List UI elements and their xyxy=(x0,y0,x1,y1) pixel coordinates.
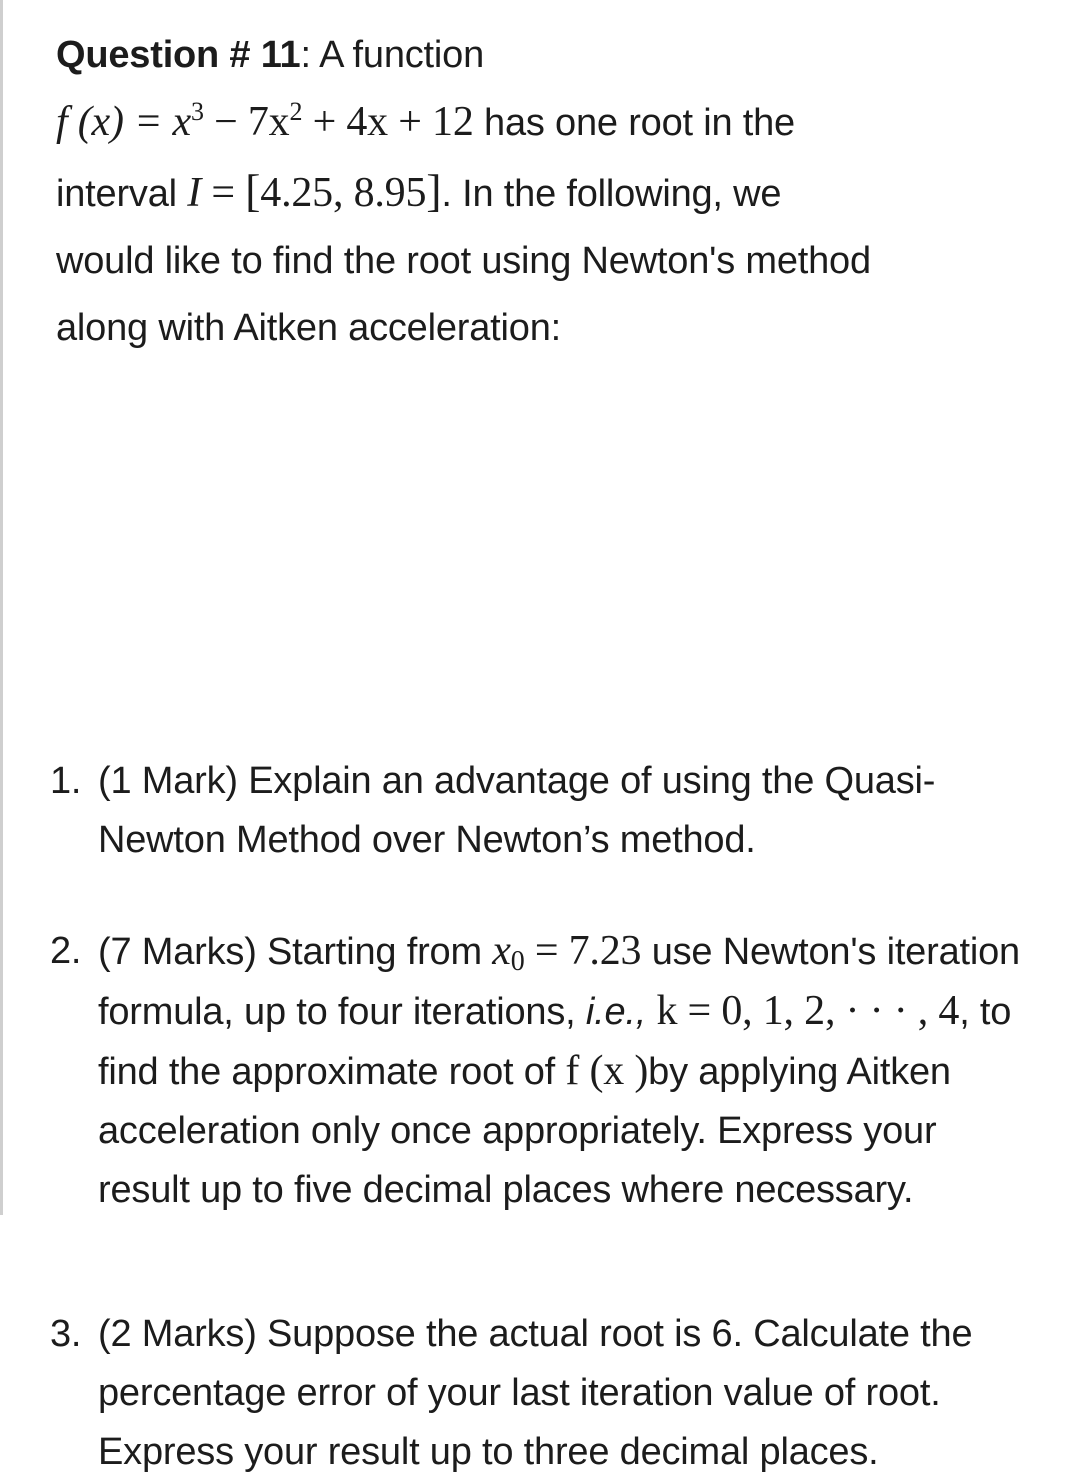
interval-open-bracket: [ xyxy=(245,165,261,216)
list-item-text: (2 Marks) Suppose the actual root is 6. Calculate the percentage error of your last iteration value of root. Express your result up to three decimal places. xyxy=(98,1313,973,1473)
ie-text: i.e., xyxy=(585,991,647,1033)
list-item-1 xyxy=(50,752,1033,870)
x0-value: = 7.23 xyxy=(524,928,642,974)
function-definition xyxy=(56,99,474,145)
item2-part4: by applying Aitken acceleration only once appropriately. Express your result up to five decimal places where necessary. xyxy=(98,1051,951,1211)
x0-variable: x xyxy=(492,928,511,974)
function-middle: − 7x xyxy=(203,99,290,145)
list-item-3 xyxy=(50,1305,1033,1482)
interval-label: interval xyxy=(56,173,188,215)
list-item-text xyxy=(98,922,1033,1220)
fx-expression: f (x ) xyxy=(565,1048,649,1094)
interval-values: 4.25, 8.95 xyxy=(260,170,427,216)
function-exponent-3: 3 xyxy=(190,97,204,126)
function-lhs: f (x) = x xyxy=(56,99,191,145)
item2-part1: (7 Marks) Starting from xyxy=(98,931,493,973)
list-item-number: 2. xyxy=(50,930,82,972)
interval-variable: I xyxy=(187,170,202,216)
item2-part2: use Newton's iteration formula, up to four iterations, xyxy=(98,931,1020,1033)
function-tail: + 4x + 12 xyxy=(302,99,474,145)
item2-part3: , to find the approximate root of xyxy=(98,991,1012,1093)
list-item-2 xyxy=(50,922,1033,1220)
list-item-text: (1 Mark) Explain an advantage of using the Quasi-Newton Method over Newton’s method. xyxy=(98,760,936,861)
list-item-number: 1. xyxy=(50,760,82,802)
question-content xyxy=(50,22,1036,1473)
interval-equals: = xyxy=(201,170,246,216)
x0-subscript: 0 xyxy=(510,946,525,977)
function-exponent-2: 2 xyxy=(289,97,303,126)
interval-after-text: . In the following, we xyxy=(441,173,782,215)
question-title: Question # 11 xyxy=(56,34,301,76)
x0-expression xyxy=(492,928,642,977)
interval-expression xyxy=(187,165,442,216)
list-item-number: 3. xyxy=(50,1313,82,1355)
function-after-text: has one root in the xyxy=(473,102,795,144)
question-intro-text: : A function xyxy=(300,34,485,76)
k-range: k = 0, 1, 2, · · · , 4 xyxy=(656,988,960,1034)
intro-line-3: would like to find the root using Newton's method xyxy=(56,240,871,282)
question-intro xyxy=(56,22,1036,362)
intro-line-4: along with Aitken acceleration: xyxy=(56,307,562,349)
interval-close-bracket: ] xyxy=(426,165,442,216)
left-border-rule xyxy=(0,0,3,1215)
